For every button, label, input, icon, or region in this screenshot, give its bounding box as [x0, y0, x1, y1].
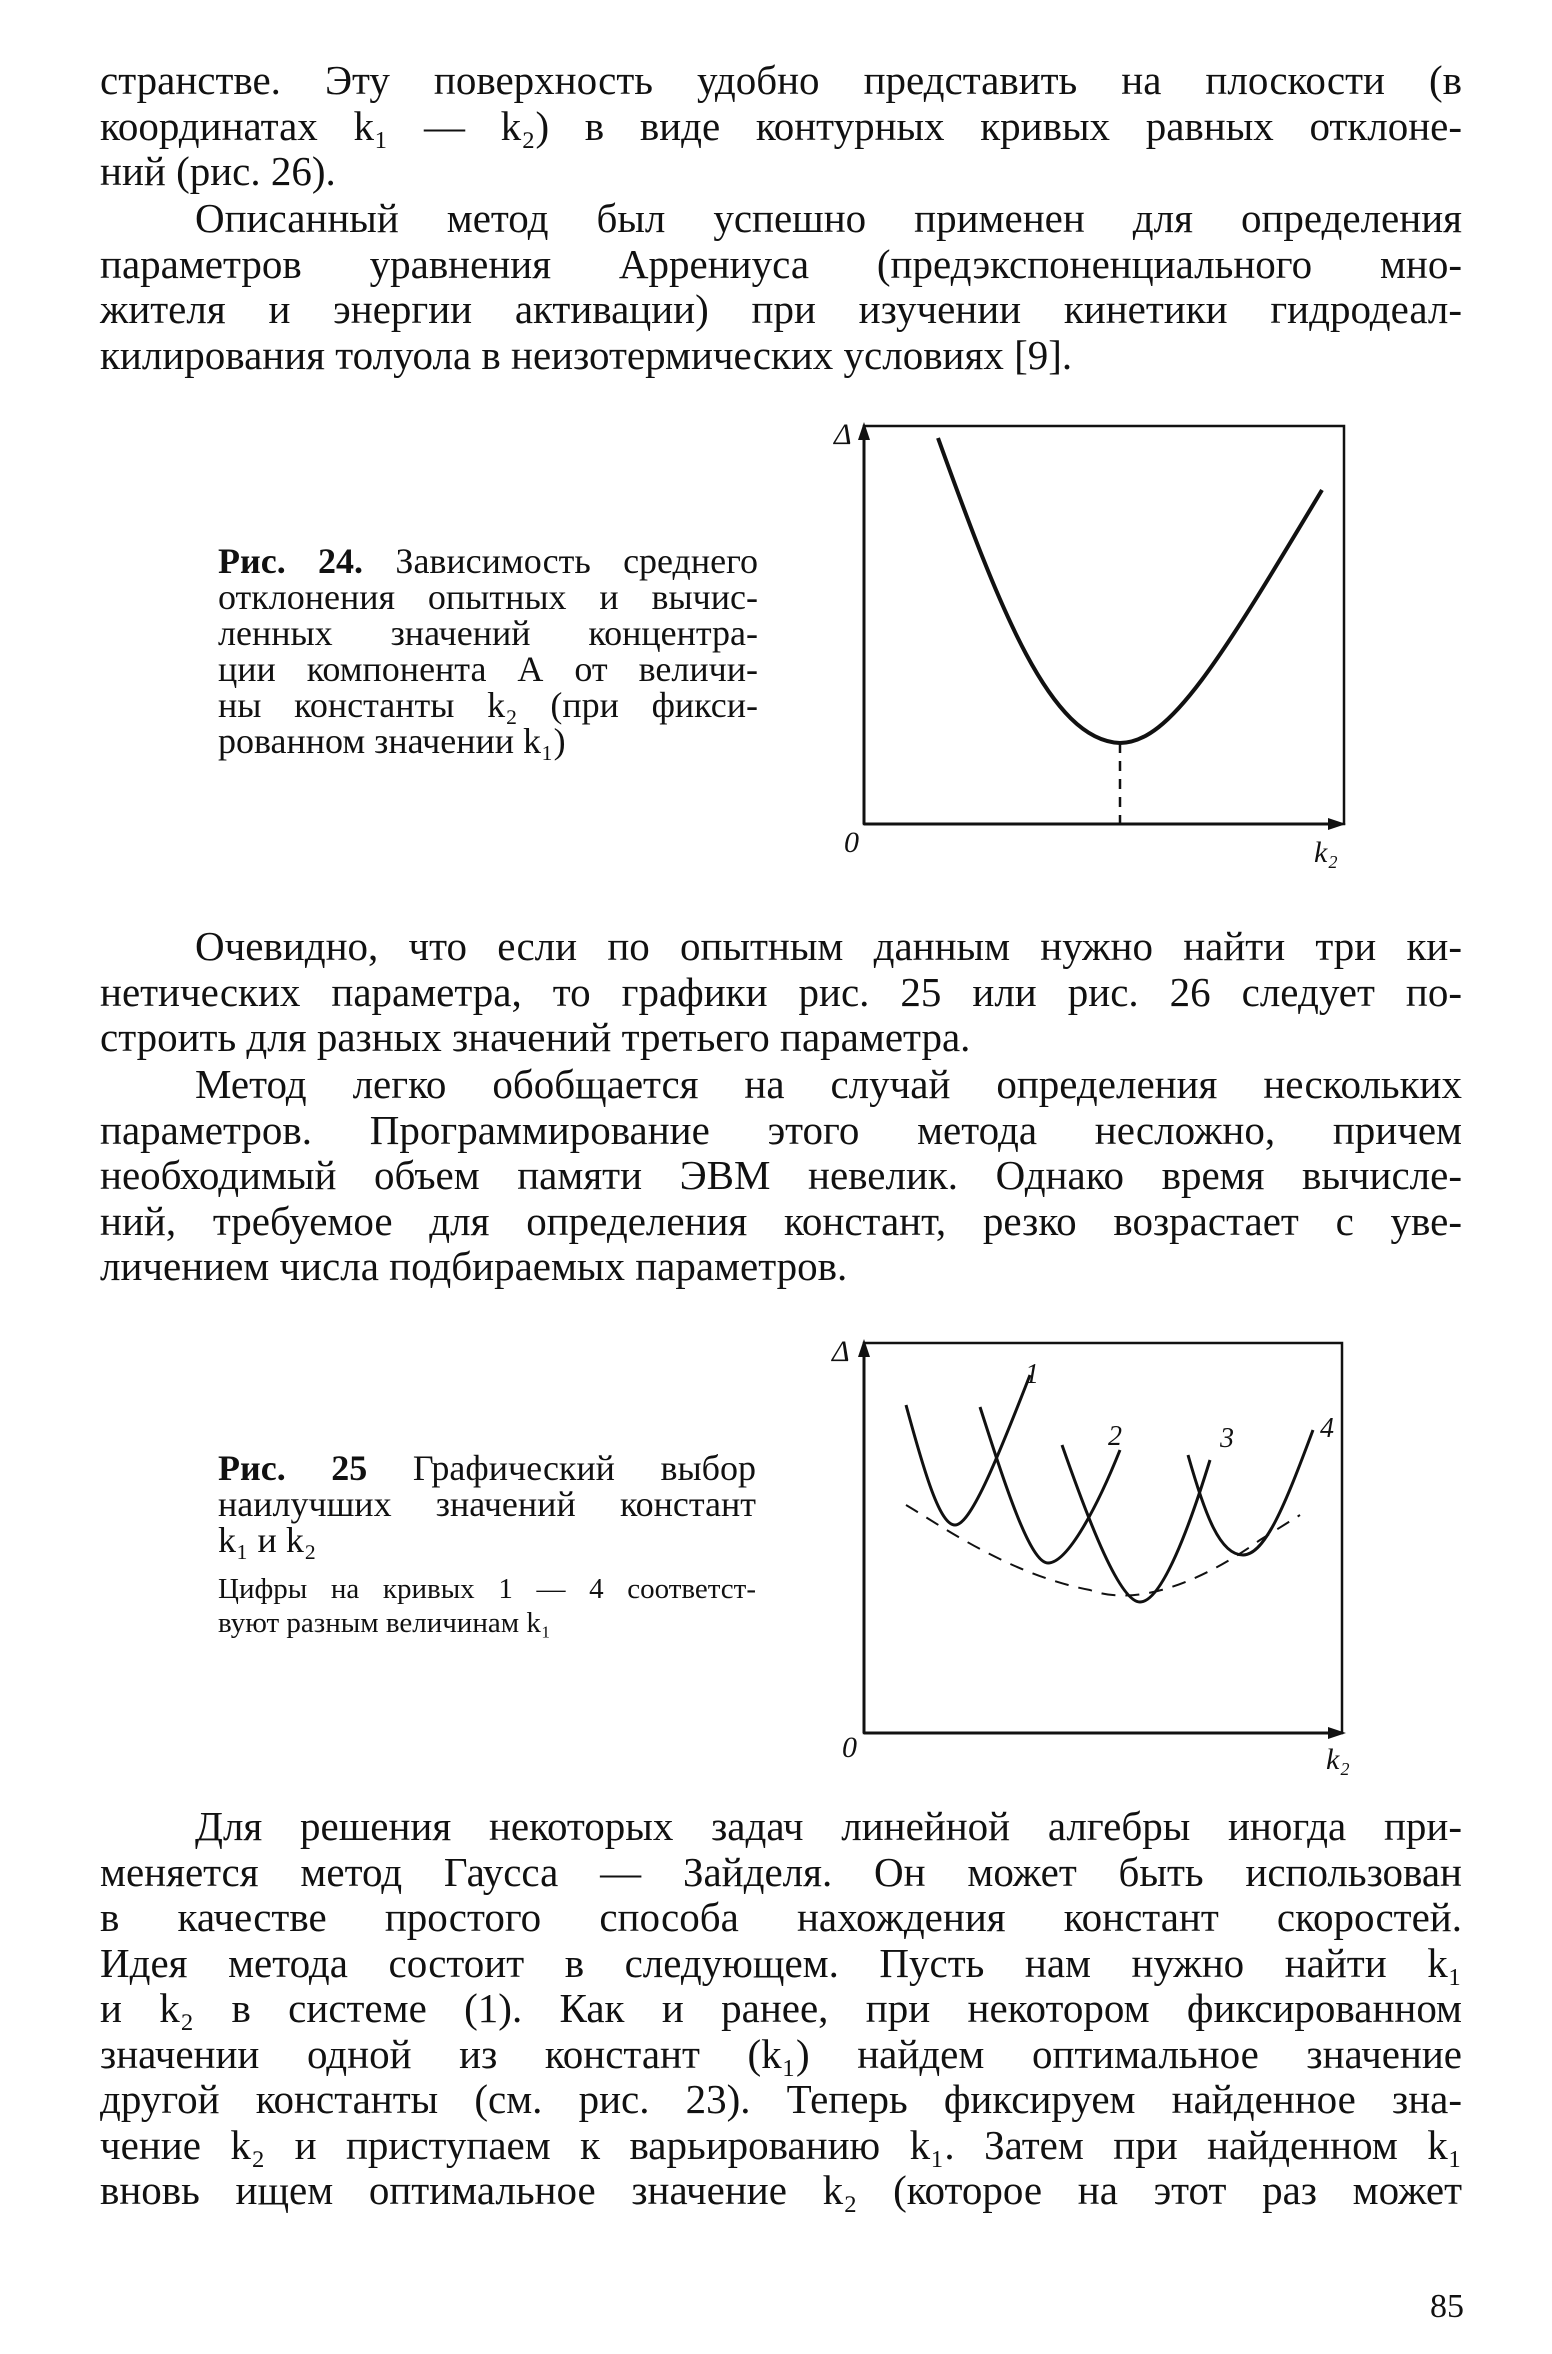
- text-line: вновь ищем оптимальное значение k₂ (которое на этот раз может: [100, 2167, 1462, 2213]
- text-line: параметров. Программирование этого метода несложно, причем: [100, 1106, 1462, 1153]
- text-line: в качестве простого способа нахождения констант скоростей.: [100, 1894, 1462, 1940]
- note-line: вуют разным величинам k₁: [218, 1607, 551, 1639]
- text-line: нетических параметра, то графики рис. 25 или рис. 26 следует по-: [100, 968, 1462, 1015]
- x-axis-arrow: [1328, 1727, 1346, 1739]
- caption-line: рованном значении k₁): [218, 721, 566, 761]
- text-line: необходимый объем памяти ЭВМ невелик. Однако время вычисле-: [100, 1152, 1462, 1198]
- y-axis-label: Δ: [834, 418, 852, 451]
- paragraph-5: [100, 1804, 1462, 2214]
- curve-label-2: 2: [1108, 1421, 1122, 1452]
- origin-label: 0: [842, 1731, 857, 1764]
- text-line: строить для разных значений третьего параметра.: [100, 1014, 971, 1060]
- text-line: другой константы (см. рис. 23). Теперь фиксируем найденное зна-: [100, 2076, 1462, 2122]
- caption-line: отклонения опытных и вычис-: [218, 577, 758, 617]
- plot-frame: [864, 426, 1344, 824]
- text-line: странстве. Эту поверхность удобно представить на плоскости (в: [100, 57, 1462, 103]
- origin-label: 0: [844, 826, 859, 859]
- caption-line: k₁ и k₂: [218, 1520, 317, 1560]
- paragraph-2: [100, 196, 1462, 378]
- text-line: жителя и энергии активации) при изучении кинетики гидродеал-: [100, 286, 1462, 332]
- text-line: координатах k₁ — k₂) в виде контурных кривых равных отклоне-: [100, 102, 1462, 149]
- caption-line: ленных значений концентра-: [218, 613, 758, 653]
- text-line: параметров уравнения Аррениуса (предэкспоненциального мно-: [100, 240, 1462, 287]
- text-line: личением числа подбираемых параметров.: [100, 1243, 848, 1289]
- plot-frame: [864, 1343, 1342, 1733]
- caption-line: Графический выбор: [412, 1448, 756, 1488]
- paragraph-3: [100, 924, 1462, 1061]
- x-axis-label: k₂: [1326, 1743, 1350, 1776]
- paragraph-1: [100, 58, 1462, 195]
- text-line: чение k₂ и приступаем к варьированию k₁. Затем при найденном k₁: [100, 2121, 1462, 2168]
- x-axis-label: k₂: [1314, 836, 1338, 869]
- caption-line: ции компонента А от величи-: [218, 649, 758, 689]
- figure-25-number: Рис. 25: [218, 1448, 368, 1488]
- caption-line: наилучших значений констант: [218, 1484, 756, 1524]
- figure-25-diagram: [830, 1325, 1350, 1776]
- y-axis-arrow: [858, 422, 870, 440]
- figure-24-number: Рис. 24.: [218, 541, 364, 581]
- note-line: Цифры на кривых 1 — 4 соответст-: [218, 1573, 756, 1605]
- figure-24-caption: [218, 543, 758, 759]
- caption-line: ны константы k₂ (при фикси-: [218, 685, 758, 725]
- curve-4: [1188, 1430, 1313, 1555]
- text-line: и k₂ в системе (1). Как и ранее, при некотором фиксированном: [100, 1985, 1462, 2031]
- caption-line: Зависимость среднего: [395, 541, 758, 581]
- page-number: 85: [1430, 2288, 1464, 2325]
- text-line: Идея метода состоит в следующем. Пусть нам нужно найти k₁: [100, 1939, 1462, 1986]
- y-axis-label: Δ: [832, 1335, 850, 1368]
- figure-25-note: [218, 1572, 756, 1640]
- text-line: меняется метод Гаусса — Зайделя. Он может быть использован: [100, 1848, 1462, 1895]
- text-line: килирования толуола в неизотермических условиях [9].: [100, 331, 1073, 378]
- figure-25-caption: [218, 1450, 756, 1558]
- deviation-curve: [938, 438, 1322, 743]
- text-line: ний (рис. 26).: [100, 148, 336, 194]
- curve-label-1: 1: [1025, 1359, 1039, 1390]
- text-line: Описанный метод был успешно применен для определения: [195, 195, 1462, 241]
- figure-24-diagram: [830, 410, 1350, 890]
- text-line: Очевидно, что если по опытным данным нужно найти три ки-: [195, 923, 1462, 969]
- curve-label-4: 4: [1320, 1413, 1334, 1444]
- text-line: значении одной из констант (k₁) найдем оптимальное значение: [100, 2030, 1462, 2077]
- text-line: Для решения некоторых задач линейной алгебры иногда при-: [195, 1803, 1462, 1849]
- paragraph-4: [100, 1062, 1462, 1290]
- y-axis-arrow: [858, 1339, 870, 1357]
- text-line: ний, требуемое для определения констант, резко возрастает с уве-: [100, 1197, 1462, 1244]
- curve-label-3: 3: [1220, 1423, 1234, 1454]
- text-line: Метод легко обобщается на случай определения нескольких: [195, 1061, 1462, 1107]
